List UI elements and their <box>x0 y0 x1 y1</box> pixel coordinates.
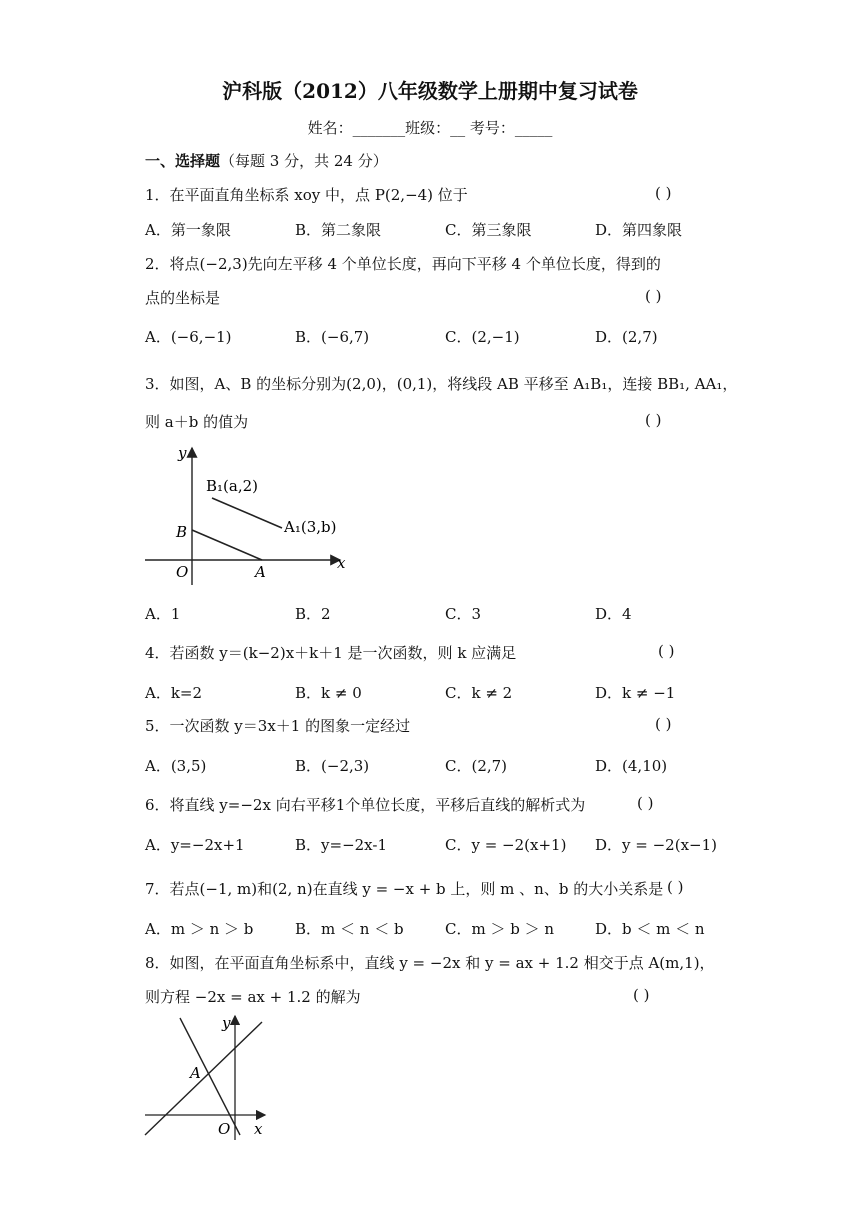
q5-answer-paren: ( ) <box>655 715 672 733</box>
q8-x-label: x <box>254 1120 263 1138</box>
q3-stem-line2: 则 a＋b 的值为 <box>145 413 249 431</box>
q2-option-b: B．(−6,7) <box>295 328 370 346</box>
q7-stem: 7．若点(−1, m)和(2, n)在直线 y = −x + b 上，则 m 、n、b 的大小关系是 <box>145 880 664 898</box>
q3-option-b: B．2 <box>295 605 331 623</box>
q3-point-a1-label: A₁(3,b) <box>284 518 337 536</box>
q8-line-ax-plus-1-2 <box>145 1022 262 1135</box>
section-heading <box>145 150 388 171</box>
q8-line-y-neg2x <box>180 1018 240 1135</box>
q3-figure <box>140 440 360 590</box>
q1-option-c: C．第三象限 <box>445 221 532 239</box>
q6-answer-paren: ( ) <box>637 794 654 812</box>
q2-option-c: C．(2,−1) <box>445 328 520 346</box>
q2-answer-paren: ( ) <box>645 287 662 305</box>
q3-option-a: A．1 <box>145 605 181 623</box>
page-title: 沪科版（2012）八年级数学上册期中复习试卷 <box>222 79 638 103</box>
q2-stem-line1: 2．将点(−2,3)先向左平移 4 个单位长度，再向下平移 4 个单位长度，得到的 <box>145 255 661 273</box>
q3-segment-a1b1 <box>212 498 282 528</box>
q3-option-c: C．3 <box>445 605 482 623</box>
q3-origin-label: O <box>176 563 189 581</box>
q4-answer-paren: ( ) <box>658 642 675 660</box>
q3-y-label: y <box>178 444 187 462</box>
q3-point-b-label: B <box>176 523 188 541</box>
q6-option-a: A．y=−2x+1 <box>145 836 245 854</box>
q5-stem: 5．一次函数 y＝3x＋1 的图象一定经过 <box>145 717 411 735</box>
q8-y-label: y <box>222 1014 231 1032</box>
q1-option-a: A．第一象限 <box>145 221 231 239</box>
q1-stem: 1．在平面直角坐标系 xoy 中，点 P(2,−4) 位于 <box>145 186 468 204</box>
q7-option-a: A．m ＞ n ＞ b <box>145 920 254 938</box>
q4-option-c: C．k ≠ 2 <box>445 684 513 702</box>
q7-option-b: B．m ＜ n ＜ b <box>295 920 404 938</box>
q3-point-b1-label: B₁(a,2) <box>206 477 258 495</box>
q4-option-d: D．k ≠ −1 <box>595 684 676 702</box>
q8-answer-paren: ( ) <box>633 986 650 1004</box>
q4-option-a: A．k=2 <box>145 684 203 702</box>
q8-point-a-label: A <box>190 1064 201 1082</box>
q3-answer-paren: ( ) <box>645 411 662 429</box>
q8-origin-label: O <box>218 1120 231 1138</box>
q6-stem: 6．将直线 y=−2x 向右平移1个单位长度，平移后直线的解析式为 <box>145 796 586 814</box>
q4-option-b: B．k ≠ 0 <box>295 684 362 702</box>
q5-option-d: D．(4,10) <box>595 757 668 775</box>
q5-option-c: C．(2,7) <box>445 757 508 775</box>
q7-option-c: C．m ＞ b ＞ n <box>445 920 555 938</box>
q3-stem-line1: 3．如图，A、B 的坐标分别为(2,0)，(0,1)，将线段 AB 平移至 A₁B₁，连接 BB₁, AA₁， <box>145 375 738 393</box>
q4-stem: 4．若函数 y＝(k−2)x＋k＋1 是一次函数，则 k 应满足 <box>145 644 517 662</box>
q2-option-a: A．(−6,−1) <box>145 328 232 346</box>
q6-option-d: D．y = −2(x−1) <box>595 836 717 854</box>
q1-option-d: D．第四象限 <box>595 221 683 239</box>
q2-stem-line2: 点的坐标是 <box>145 289 221 307</box>
q6-option-b: B．y=−2x-1 <box>295 836 387 854</box>
q5-option-a: A．(3,5) <box>145 757 207 775</box>
q7-option-d: D．b ＜ m ＜ n <box>595 920 705 938</box>
q2-option-d: D．(2,7) <box>595 328 658 346</box>
section-note: （每题 3 分，共 24 分） <box>220 152 388 170</box>
q8-stem-line2: 则方程 −2x = ax + 1.2 的解为 <box>145 988 361 1006</box>
section-title: 一、选择题 <box>145 152 221 170</box>
q7-answer-paren: ( ) <box>667 878 684 896</box>
q6-option-c: C．y = −2(x+1) <box>445 836 567 854</box>
student-info-line: 姓名：_______班级：__ 考号：_____ <box>307 119 553 137</box>
q3-x-label: x <box>337 554 346 572</box>
q1-option-b: B．第二象限 <box>295 221 382 239</box>
q1-answer-paren: ( ) <box>655 184 672 202</box>
q3-point-a-label: A <box>255 563 266 581</box>
q3-option-d: D．4 <box>595 605 632 623</box>
q5-option-b: B．(−2,3) <box>295 757 370 775</box>
q8-stem-line1: 8．如图，在平面直角坐标系中，直线 y = −2x 和 y = ax + 1.2 相交于点 A(m,1)， <box>145 954 715 972</box>
q3-segment-ab <box>192 530 262 560</box>
q8-figure <box>140 1010 280 1145</box>
